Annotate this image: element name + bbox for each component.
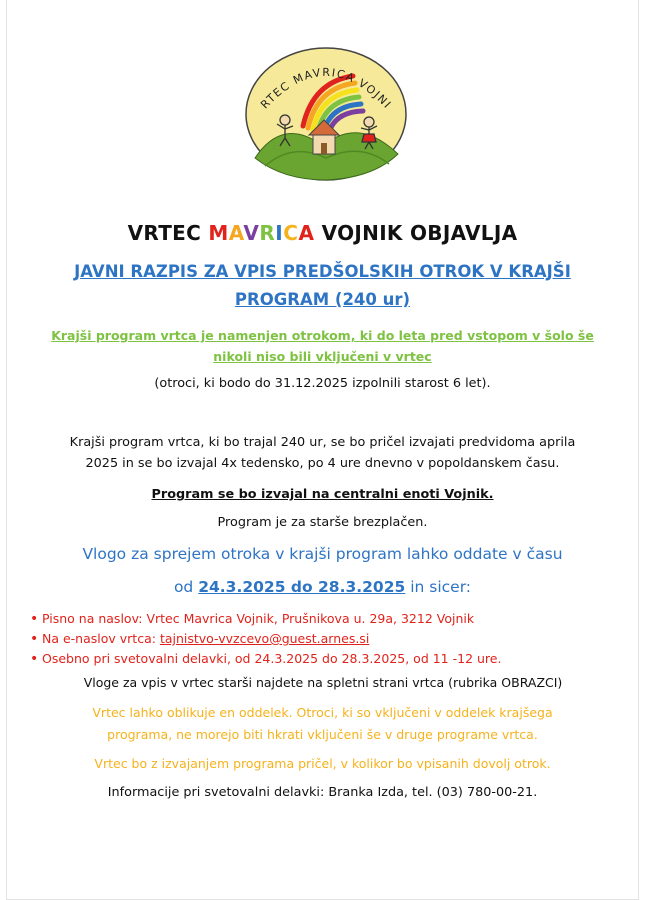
group-note-line1: Vrtec lahko oblikuje en oddelek. Otroci, ki so vključeni v oddelek krajšega: [92, 705, 553, 720]
method-in-person: [30, 649, 630, 669]
method-mail: [30, 609, 630, 629]
apply-date-range: 24.3.2025 do 28.3.2025: [198, 578, 406, 596]
start-condition-note: Vrtec bo z izvajanjem programa pričel, v kolikor bo vpisanih dovolj otrok.: [94, 756, 551, 771]
mavrica-letter-1: A: [228, 221, 244, 245]
page-title: [0, 221, 645, 245]
group-note: [20, 702, 625, 746]
age-note: (otroci, ki bodo do 31.12.2025 izpolnili starost 6 let).: [154, 376, 491, 391]
mavrica-letter-2: V: [243, 221, 260, 245]
apply-line1: Vlogo za sprejem otroka v krajši program lahko oddate v času: [82, 545, 563, 563]
mavrica-letter-5: C: [283, 221, 299, 245]
mavrica-letter-4: I: [275, 221, 284, 245]
group-note-line2: programa, ne morejo biti hkrati vključeni še v druge programe vrtca.: [107, 727, 538, 742]
announcement-heading: [20, 258, 625, 314]
method-in-person-text: Osebno pri svetovalni delavki, od 24.3.2025 do 28.3.2025, od 11 -12 ure.: [42, 651, 502, 666]
title-part2: VOJNIK OBJAVLJA: [314, 221, 518, 245]
apply-dates: [10, 575, 635, 599]
mavrica-letter-6: A: [298, 221, 315, 245]
logo-text: RTEC MAVRICA VOJNI: [258, 65, 395, 112]
program-desc-line1: Krajši program vrtca, ki bo trajal 240 ur, se bo pričel izvajati predvidoma aprila: [69, 435, 576, 450]
program-description: [20, 432, 625, 474]
eligibility-note: [20, 325, 625, 367]
method-email: [30, 629, 630, 649]
mavrica-letter-0: M: [208, 221, 229, 245]
apply-prefix: od: [173, 578, 199, 596]
method-mail-text: Pisno na naslov: Vrtec Mavrica Vojnik, Prušnikova u. 29a, 3212 Vojnik: [42, 611, 475, 626]
mavrica-letter-3: R: [259, 221, 276, 245]
forms-note: Vloge za vpis v vrtec starši najdete na spletni strani vrtca (rubrika OBRAZCI): [83, 675, 563, 690]
email-link[interactable]: tajnistvo-vvzcevo@guest.arnes.si: [159, 631, 370, 646]
eligibility-line1: Krajši program vrtca je namenjen otrokom, ki do leta pred vstopom v šolo še: [51, 328, 594, 343]
logo-illustration: [243, 46, 409, 182]
free-note: Program je za starše brezplačen.: [217, 515, 428, 530]
title-mavrica: [208, 221, 314, 245]
eligibility-line2: nikoli niso bili vključeni v vrtec: [213, 349, 432, 364]
location-note: Program se bo izvajal na centralni enoti Vojnik.: [151, 487, 494, 502]
contact-info: Informacije pri svetovalni delavki: Branka Izda, tel. (03) 780-00-21.: [107, 785, 538, 800]
program-desc-line2: 2025 in se bo izvajal 4x tedensko, po 4 ure dnevno v popoldanskem času.: [85, 456, 560, 471]
application-methods: [30, 609, 630, 669]
heading-line2: PROGRAM (240 ur): [234, 290, 411, 309]
apply-suffix: in sicer:: [405, 578, 472, 596]
kindergarten-logo: [243, 46, 409, 182]
title-part1: VRTEC: [127, 221, 209, 245]
heading-line1: JAVNI RAZPIS ZA VPIS PREDŠOLSKIH OTROK V KRAJŠI: [74, 262, 571, 281]
method-email-text: Na e-naslov vrtca:: [42, 631, 160, 646]
